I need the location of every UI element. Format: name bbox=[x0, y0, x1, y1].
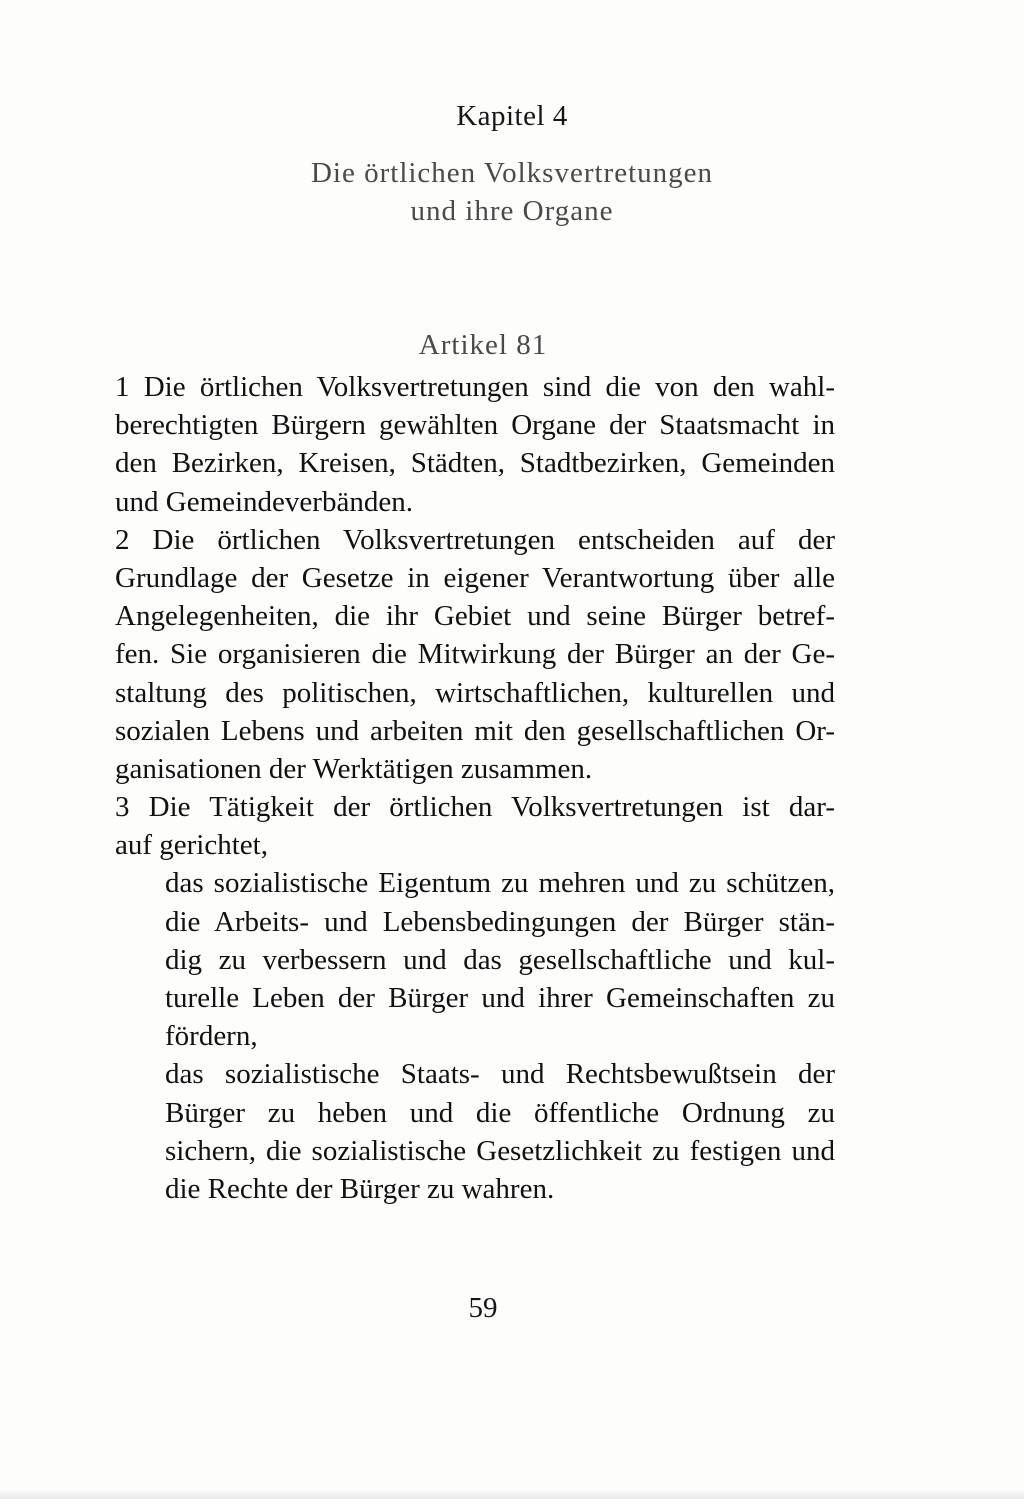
text-line: turelle Leben der Bürger und ihrer Gemeinschaften zu bbox=[165, 982, 835, 1014]
text-line: 3 Die Tätigkeit der örtlichen Volksvertretungen ist dar- bbox=[115, 791, 835, 824]
text-line: und Gemeindeverbänden. bbox=[115, 485, 413, 518]
article-body bbox=[115, 368, 835, 1208]
text-line: staltung des politischen, wirtschaftlichen, kulturellen und bbox=[115, 676, 835, 709]
chapter-title bbox=[0, 154, 1024, 230]
chapter-label: Kapitel 4 bbox=[456, 100, 568, 132]
text-line: das sozialistische Eigentum zu mehren und zu schützen, bbox=[165, 867, 835, 900]
chapter-title-line: und ihre Organe bbox=[410, 195, 614, 227]
page-bottom-edge bbox=[0, 1488, 1024, 1499]
text-line: dig zu verbessern und das gesellschaftliche und kul- bbox=[165, 943, 835, 976]
text-line: die Arbeits- und Lebensbedingungen der Bürger stän- bbox=[165, 905, 835, 938]
text-line: den Bezirken, Kreisen, Städten, Stadtbezirken, Gemeinden bbox=[115, 447, 835, 480]
page-number: 59 bbox=[468, 1292, 498, 1324]
text-line: die Rechte der Bürger zu wahren. bbox=[165, 1172, 555, 1205]
text-line: auf gerichtet, bbox=[115, 829, 268, 862]
text-line: berechtigten Bürgern gewählten Organe der Staatsmacht in bbox=[115, 409, 835, 442]
text-line: 1 Die örtlichen Volksvertretungen sind die von den wahl- bbox=[115, 371, 835, 403]
text-line: sichern, die sozialistische Gesetzlichkeit zu festigen und bbox=[165, 1134, 835, 1167]
text-line: Grundlage der Gesetze in eigener Verantwortung über alle bbox=[115, 561, 835, 594]
text-line: Angelegenheiten, die ihr Gebiet und seine Bürger betref- bbox=[115, 600, 835, 633]
text-line: sozialen Lebens und arbeiten mit den gesellschaftlichen Or- bbox=[115, 714, 835, 747]
article-heading: Artikel 81 bbox=[418, 329, 548, 361]
text-line: fördern, bbox=[165, 1020, 258, 1053]
text-line: ganisationen der Werktätigen zusammen. bbox=[115, 752, 593, 785]
text-line: fen. Sie organisieren die Mitwirkung der Bürger an der Ge- bbox=[115, 638, 835, 671]
chapter-title-line: Die örtlichen Volksvertretungen bbox=[310, 157, 713, 189]
text-line: Bürger zu heben und die öffentliche Ordnung zu bbox=[165, 1096, 835, 1129]
text-line: 2 Die örtlichen Volksvertretungen entscheiden auf der bbox=[115, 523, 835, 556]
text-line: das sozialistische Staats- und Rechtsbewußtsein der bbox=[165, 1058, 835, 1091]
